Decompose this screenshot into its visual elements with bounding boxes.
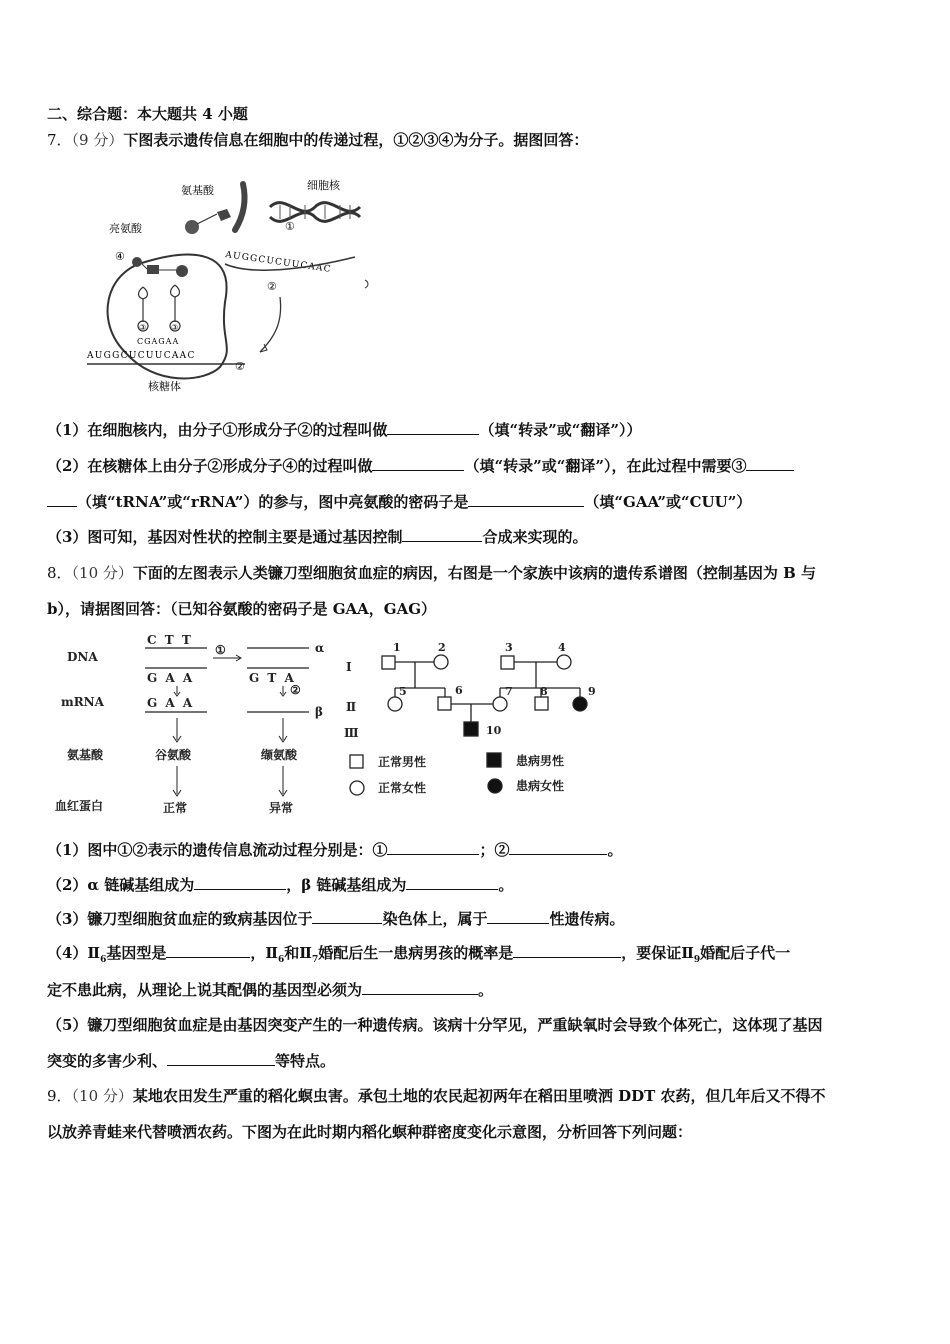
individual-10 — [464, 722, 478, 736]
generation-2-label: Ⅱ — [346, 700, 357, 714]
q8-p4-c: ，Ⅱ — [250, 944, 279, 962]
q7-stem — [47, 129, 588, 150]
q8-p2-blank-beta[interactable] — [406, 875, 498, 890]
q8-p2-b: ，β 链碱基组成为 — [286, 876, 407, 894]
process-1-label: ① — [215, 643, 226, 657]
label-7: 7 — [505, 685, 513, 698]
q8-part-3 — [47, 908, 624, 929]
q8-p1-blank-1[interactable] — [387, 840, 479, 855]
q8-score: （10 分） — [71, 564, 133, 582]
q8-p5-b: 突变的多害少利、 — [47, 1052, 168, 1070]
q8-p4-e: 婚配后生一患病男孩的概率是 — [318, 944, 514, 962]
q8-p3-a: （3）镰刀型细胞贫血症的致病基因位于 — [47, 910, 313, 928]
label-molecule-1: ① — [285, 220, 295, 233]
label-9: 9 — [588, 685, 596, 698]
q9-stem — [47, 1085, 826, 1106]
q8-stem-2: b），请据图回答：（已知谷氨酸的密码子是 GAA，GAG） — [47, 600, 437, 618]
mutant-gta: G T A — [249, 671, 296, 685]
q8-p3-blank-1[interactable] — [312, 909, 382, 924]
label-molecule-2-bottom: ② — [235, 360, 245, 373]
q7-score: （9 分） — [71, 131, 124, 149]
label-3: 3 — [505, 641, 513, 654]
mrna-bottom-sequence: AUGGCUCUUCAAC — [87, 351, 196, 361]
q8-stem — [47, 562, 816, 583]
label-molecule-4: ④ — [115, 250, 125, 263]
amino-acid-block — [217, 209, 231, 221]
individual-6 — [438, 697, 451, 710]
amino-acid-bond — [197, 214, 217, 224]
individual-8 — [535, 697, 548, 710]
individual-5 — [388, 697, 402, 711]
q8-p4-d: 和Ⅱ — [284, 944, 312, 962]
q8-p4-blank-3[interactable] — [362, 980, 478, 995]
alpha-label: α — [315, 641, 325, 655]
q8-p5-c: 等特点。 — [275, 1052, 336, 1070]
row-label-mrna: mRNA — [61, 695, 104, 709]
dna-bottom-gaa: G A A — [147, 671, 195, 685]
label-8: 8 — [540, 685, 548, 698]
mrna-top-sequence: AUGGCUCUUCAAC — [224, 250, 333, 275]
q9-score: （10 分） — [71, 1087, 133, 1105]
row-label-dna: DNA — [67, 650, 98, 664]
generation-3-label: Ⅲ — [344, 726, 359, 740]
q8-p4-h: 定不患此病，从理论上说其配偶的基因型必须为 — [47, 981, 363, 999]
q7-p2-b: （填“转录”或“翻译”），在此过程中需要③ — [464, 457, 747, 475]
q8-p4-a: （4）Ⅱ — [47, 944, 101, 962]
label-4: 4 — [558, 641, 566, 654]
q7-num: 7． — [47, 131, 72, 149]
fig-ribosome-label: 核糖体 — [148, 380, 181, 393]
mrna-end-curl — [365, 280, 368, 288]
q8-p4-b: 基因型是 — [106, 944, 167, 962]
dna-double-helix — [270, 203, 360, 222]
q8-p2-c: 。 — [498, 876, 514, 894]
fig-leucine-label: 亮氨酸 — [109, 222, 142, 235]
q8-part-5: （5）镰刀型细胞贫血症是由基因突变产生的一种遗传病。该病十分罕见，严重缺氧时会导致个体死亡，这体现了基因 — [47, 1016, 823, 1034]
q8-p3-c: 性遗传病。 — [549, 910, 625, 928]
q8-p4-sub-1: 6 — [100, 955, 107, 965]
q7-p2-a: （2）在核糖体上由分子②形成分子④的过程叫做 — [47, 457, 373, 475]
q7-p3-b: 合成来实现的。 — [482, 528, 588, 546]
individual-2 — [434, 655, 448, 669]
individual-3 — [501, 656, 514, 669]
legend-normal-male-symbol — [350, 755, 363, 768]
q7-part-2 — [47, 455, 794, 476]
legend-normal-female-text: 正常女性 — [378, 781, 427, 795]
individual-9 — [573, 697, 587, 711]
q8-part-2 — [47, 874, 513, 895]
q8-p4-sub-3: 7 — [311, 955, 319, 965]
glutamate-label: 谷氨酸 — [155, 748, 192, 762]
legend-normal-female-symbol — [350, 781, 364, 795]
label-6: 6 — [455, 684, 463, 697]
generation-1-label: Ⅰ — [346, 660, 352, 674]
label-10: 10 — [486, 724, 502, 737]
legend-affected-female-text: 患病女性 — [516, 779, 565, 793]
q8-p2-blank-alpha[interactable] — [194, 875, 286, 890]
label-1: 1 — [393, 641, 401, 654]
q7-part-2-cont — [47, 491, 751, 512]
q8-p1-blank-2[interactable] — [509, 840, 607, 855]
q8-p4-g: 婚配后子代一 — [700, 944, 791, 962]
q8-p1-a: （1）图中①②表示的遗传信息流动过程分别是：① — [47, 841, 388, 859]
q8-p4-sub-2: 6 — [278, 955, 285, 965]
q8-p4-blank-2[interactable] — [513, 943, 621, 958]
q9-num: 9． — [47, 1087, 72, 1105]
peptide-bead-3 — [176, 265, 188, 277]
label-molecule-3-right: ③ — [171, 323, 179, 332]
q8-p1-b: ；② — [479, 841, 510, 859]
q8-p3-b: 染色体上，属于 — [382, 910, 488, 928]
beta-label: β — [315, 705, 323, 719]
q7-part-1 — [47, 419, 641, 440]
trna-strand — [235, 184, 245, 230]
q7-p2-d: （填“GAA”或“CUU”） — [584, 493, 752, 511]
anticodon-sequence: CGAGAA — [137, 337, 180, 346]
q9-stem-text: 某地农田发生严重的稻化螟虫害。承包土地的农民起初两年在稻田里喷洒 DDT 农药，但几年后又不得不 — [132, 1087, 826, 1105]
q7-p2-blank-1[interactable] — [372, 456, 464, 471]
q8-part-1 — [47, 839, 622, 860]
q9-stem-2: 以放养青蛙来代替喷洒农药。下图为在此时期内稻化螟种群密度变化示意图，分析回答下列问题： — [47, 1123, 693, 1141]
valine-label: 缬氨酸 — [261, 748, 298, 762]
legend-affected-female-symbol — [488, 779, 502, 793]
q8-p4-f: ，要保证Ⅱ — [621, 944, 694, 962]
fig-nucleus-label: 细胞核 — [307, 179, 340, 192]
q7-p3-a: （3）图可知，基因对性状的控制主要是通过基因控制 — [47, 528, 403, 546]
label-2: 2 — [438, 641, 446, 654]
q7-p2-blank-3[interactable] — [468, 492, 584, 507]
q8-p1-c: 。 — [607, 841, 623, 859]
q7-p2-blank-2a[interactable] — [746, 456, 794, 471]
normal-label: 正常 — [163, 801, 188, 815]
q7-stem-text: 下图表示遗传信息在细胞中的传递过程，①②③④为分子。据图回答： — [123, 131, 589, 149]
individual-1 — [382, 656, 395, 669]
free-amino-acid — [185, 220, 199, 234]
legend-affected-male-symbol — [487, 753, 501, 767]
q7-part-3 — [47, 526, 587, 547]
individual-4 — [557, 655, 571, 669]
label-molecule-2-top: ② — [267, 280, 277, 293]
fig-amino-acid-label: 氨基酸 — [181, 184, 214, 197]
q8-part-4 — [47, 942, 790, 965]
q7-p1-b: （填“转录”或“翻译”）） — [479, 421, 642, 439]
q7-p3-blank[interactable] — [402, 527, 482, 542]
mrna-gaa: G A A — [147, 696, 195, 710]
q8-p2-a: （2）α 链碱基组成为 — [47, 876, 195, 894]
label-molecule-3-left: ③ — [139, 323, 147, 332]
legend-affected-male-text: 患病男性 — [516, 754, 565, 768]
q8-p4-i: 。 — [478, 981, 494, 999]
q7-p1-blank[interactable] — [387, 420, 479, 435]
legend-normal-male-text: 正常男性 — [378, 755, 427, 769]
q8-stem-text: 下面的左图表示人类镰刀型细胞贫血症的病因，右图是一个家族中该病的遗传系谱图（控制基因为 B 与 — [132, 564, 817, 582]
row-label-hemoglobin: 血红蛋白 — [55, 799, 104, 813]
q7-figure — [85, 172, 385, 404]
transport-arrow — [260, 297, 281, 352]
row-label-amino-acid: 氨基酸 — [67, 748, 104, 762]
q7-p1-a: （1）在细胞核内，由分子①形成分子②的过程叫做 — [47, 421, 388, 439]
q8-pedigree — [340, 635, 610, 805]
q8-num: 8． — [47, 564, 72, 582]
process-2-label: ② — [290, 683, 301, 697]
peptide-link-1 — [142, 264, 147, 269]
q7-p2-c: （填“tRNA”或“rRNA”）的参与，图中亮氨酸的密码子是 — [77, 493, 469, 511]
q8-p5-blank[interactable] — [167, 1051, 275, 1066]
individual-7 — [493, 697, 507, 711]
abnormal-label: 异常 — [269, 801, 294, 815]
q8-part-4-cont — [47, 979, 493, 1000]
q8-part-5-cont — [47, 1050, 335, 1071]
dna-top-ctt: C T T — [147, 633, 193, 647]
peptide-bead-1 — [132, 257, 142, 267]
q7-p2-blank-2b[interactable] — [47, 492, 77, 507]
label-5: 5 — [399, 685, 407, 698]
q8-left-figure — [55, 628, 345, 818]
q8-p4-blank-1[interactable] — [166, 943, 250, 958]
q8-p4-sub-4: 9 — [693, 955, 701, 965]
section-title: 二、综合题：本大题共 4 小题 — [47, 105, 248, 123]
q8-p3-blank-2[interactable] — [487, 909, 549, 924]
peptide-bead-2 — [147, 265, 159, 274]
